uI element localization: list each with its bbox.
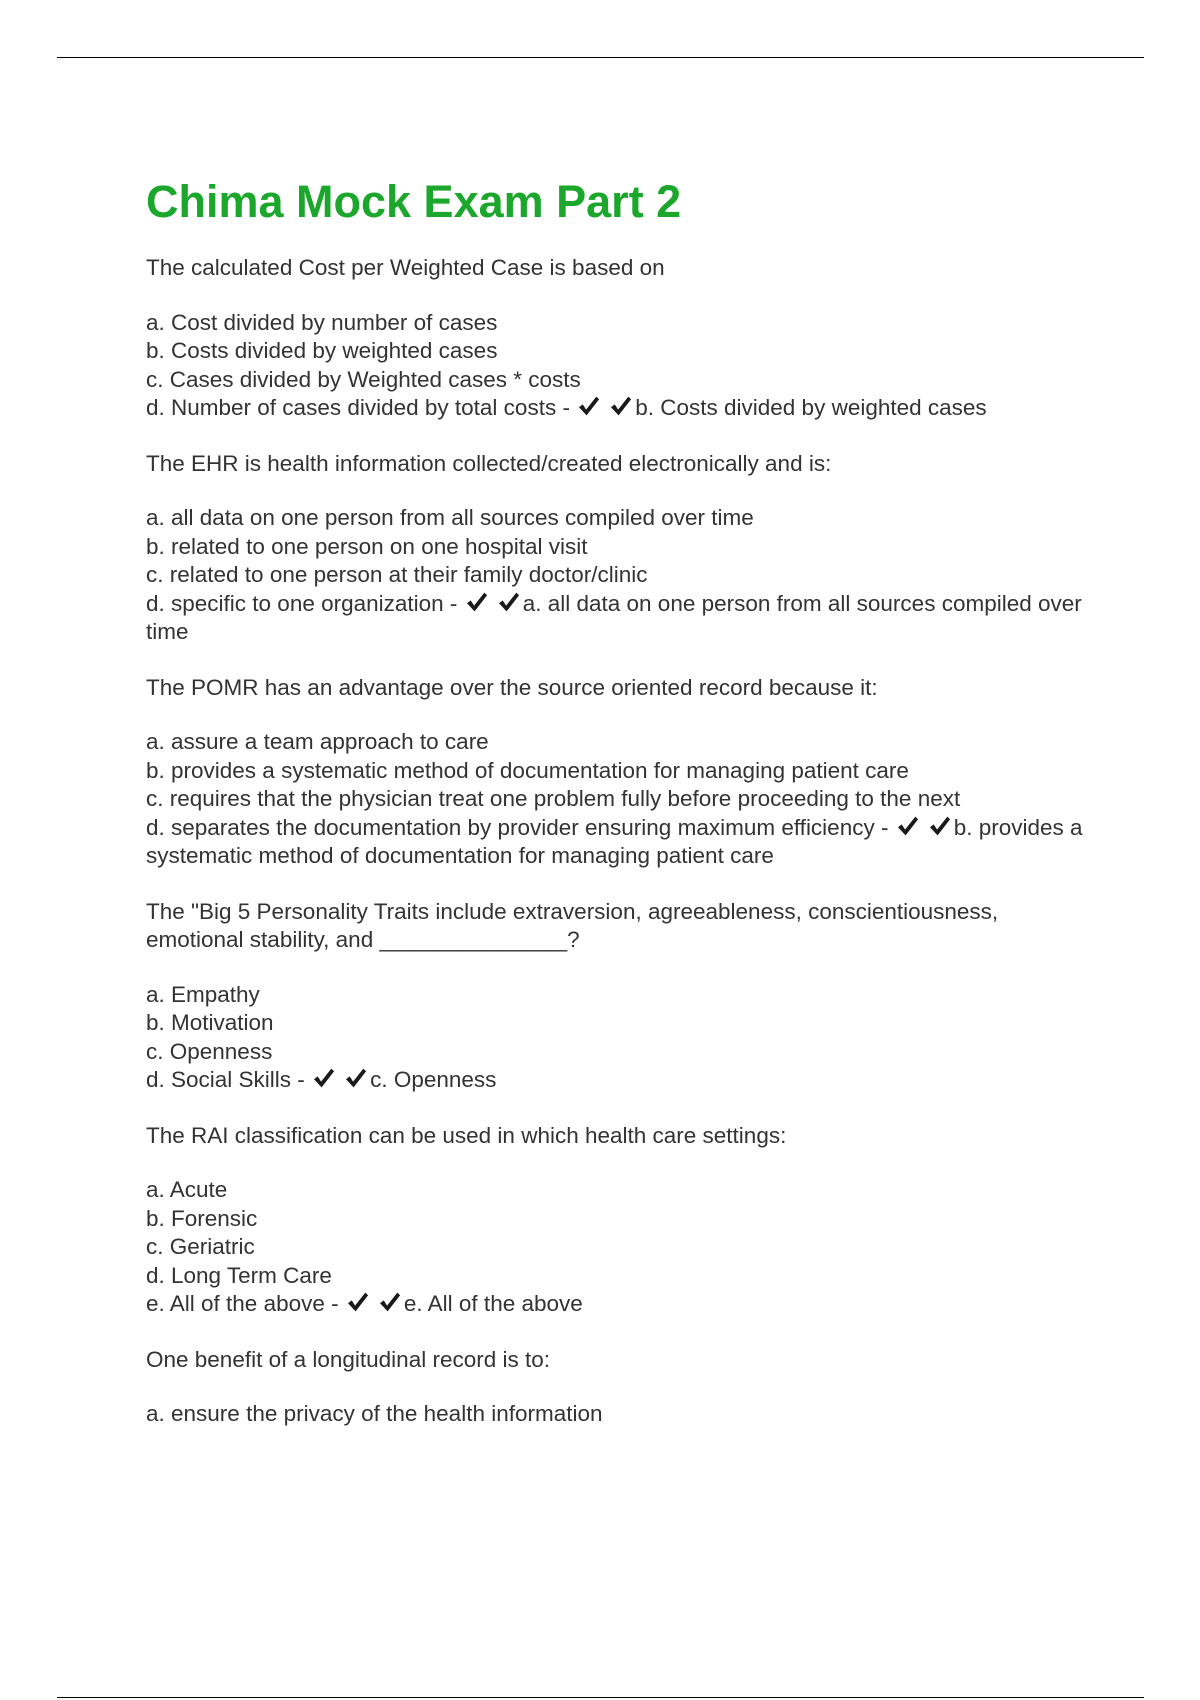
option-d: d. Social Skills - [146, 1067, 305, 1092]
exam-body [146, 254, 1086, 1456]
checkmark-icon [311, 1066, 336, 1090]
last-option-with-answer [146, 590, 1086, 647]
option-d: d. Number of cases divided by total costs - [146, 395, 570, 420]
option-c: c. Cases divided by Weighted cases * costs [146, 366, 581, 392]
question-text: The POMR has an advantage over the source oriented record because it: [146, 674, 878, 700]
option-b: b. related to one person on one hospital visit [146, 533, 588, 559]
checkmark-icon [608, 394, 633, 418]
option-c: c. Openness [146, 1038, 273, 1064]
checkmark-icon [343, 1066, 368, 1090]
option-a: a. all data on one person from all sources compiled over time [146, 505, 754, 530]
option-d: d. Long Term Care [146, 1262, 332, 1288]
checkmark-icon [345, 1290, 370, 1314]
checkmark-icon [496, 590, 521, 614]
option-b: b. Forensic [146, 1205, 258, 1231]
option-e: e. All of the above - [146, 1291, 339, 1316]
question-text: The calculated Cost per Weighted Case is based on [146, 255, 665, 280]
last-option-with-answer [146, 394, 1086, 423]
checkmark-icon [927, 814, 952, 838]
top-rule [57, 57, 1144, 58]
option-d: d. specific to one organization - [146, 590, 458, 616]
checkmark-icon [377, 1290, 402, 1314]
option-b: b. Motivation [146, 1010, 274, 1035]
question-1 [146, 254, 1086, 423]
checkmark-icon [464, 590, 489, 614]
last-option-with-answer [146, 1290, 1086, 1319]
option-a: a. Empathy [146, 981, 260, 1007]
question-3 [146, 674, 1086, 871]
option-a: a. assure a team approach to care [146, 729, 489, 754]
option-a: a. Cost divided by number of cases [146, 309, 498, 335]
question-text: The "Big 5 Personality Traits include extraversion, agreeableness, conscientiousness, emotional stability, and _______________? [146, 898, 999, 952]
bottom-rule [57, 1697, 1144, 1698]
last-option-with-answer [146, 1066, 1086, 1095]
correct-answer: b. provides a systematic method of documentation for managing patient care [146, 814, 1083, 868]
question-4 [146, 898, 1086, 1095]
option-c: c. requires that the physician treat one problem fully before proceeding to the next [146, 786, 961, 811]
question-text: The RAI classification can be used in which health care settings: [146, 1122, 787, 1148]
option-c: c. related to one person at their family doctor/clinic [146, 562, 648, 587]
question-5 [146, 1122, 1086, 1319]
option-d: d. separates the documentation by provider ensuring maximum efficiency - [146, 814, 889, 840]
question-6 [146, 1346, 1086, 1429]
last-option-with-answer [146, 814, 1086, 871]
correct-answer: b. Costs divided by weighted cases [635, 395, 987, 420]
correct-answer: a. all data on one person from all sources compiled over time [146, 590, 1082, 644]
correct-answer: e. All of the above [403, 1291, 583, 1316]
checkmark-icon [576, 394, 601, 418]
option-a: a. ensure the privacy of the health information [146, 1401, 603, 1426]
question-text: One benefit of a longitudinal record is to: [146, 1346, 551, 1372]
option-a: a. Acute [146, 1177, 228, 1202]
question-text: The EHR is health information collected/created electronically and is: [146, 450, 832, 476]
option-c: c. Geriatric [146, 1234, 255, 1259]
option-b: b. provides a systematic method of documentation for managing patient care [146, 757, 909, 783]
checkmark-icon [895, 814, 920, 838]
correct-answer: c. Openness [370, 1067, 497, 1092]
option-b: b. Costs divided by weighted cases [146, 338, 498, 363]
page-title: Chima Mock Exam Part 2 [146, 176, 682, 227]
question-2 [146, 450, 1086, 647]
